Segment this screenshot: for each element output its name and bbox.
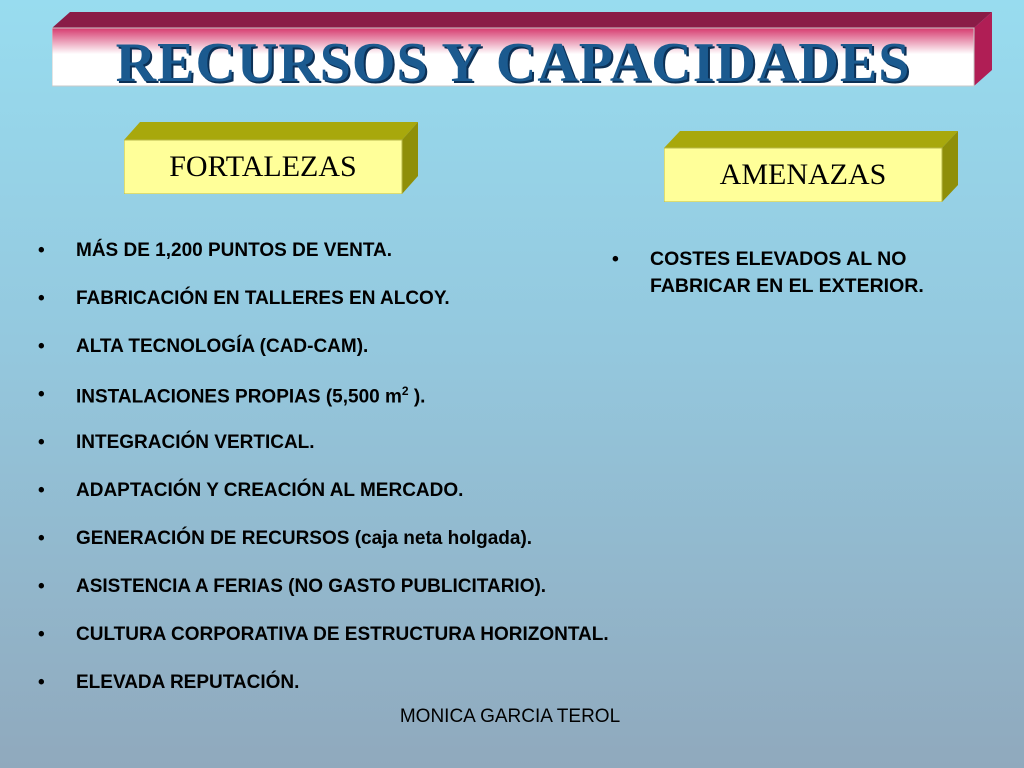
bullet-icon: • [38, 240, 45, 261]
bullet-icon: • [38, 624, 45, 645]
list-item: • ASISTENCIA A FERIAS (NO GASTO PUBLICITARIO). [38, 576, 547, 597]
list-item: • ADAPTACIÓN Y CREACIÓN AL MERCADO. [38, 480, 464, 501]
list-item: • CULTURA CORPORATIVA DE ESTRUCTURA HORIZONTAL. [38, 624, 609, 645]
list-item: • ALTA TECNOLOGÍA (CAD-CAM). [38, 336, 369, 357]
bullet-icon: • [38, 480, 45, 501]
footer-author: MONICA GARCIA TEROL [399, 706, 621, 727]
amenazas-list [612, 246, 972, 300]
bullet-icon: • [38, 384, 45, 405]
bullet-icon: • [38, 336, 45, 357]
bullet-icon: • [38, 288, 45, 309]
list-item: • FABRICACIÓN EN TALLERES EN ALCOY. [38, 288, 450, 309]
list-item: • ELEVADA REPUTACIÓN. [38, 672, 300, 693]
bullet-icon: • [38, 576, 45, 597]
bullet-icon: • [612, 248, 619, 270]
title-banner [52, 12, 992, 94]
fortalezas-heading: FORTALEZAS [169, 150, 357, 183]
list-item: • MÁS DE 1,200 PUNTOS DE VENTA. [38, 240, 393, 261]
list-item: • COSTES ELEVADOS AL NO FABRICAR EN EL EXTERIOR. [612, 248, 924, 297]
list-item: • INTEGRACIÓN VERTICAL. [38, 432, 315, 453]
bullet-icon: • [38, 528, 45, 549]
fortalezas-heading-box [124, 122, 418, 194]
amenazas-heading: AMENAZAS [719, 158, 887, 191]
bullet-icon: • [38, 672, 45, 693]
amenazas-heading-box [664, 131, 958, 202]
page-title: RECURSOS Y CAPACIDADES [115, 32, 911, 94]
bullet-icon: • [38, 432, 45, 453]
list-item-installations: • INSTALACIONES PROPIAS (5,500 $m^2$ ). [38, 384, 426, 408]
fortalezas-list [38, 240, 758, 720]
list-item: • GENERACIÓN DE RECURSOS (caja neta holgada). [38, 528, 533, 549]
